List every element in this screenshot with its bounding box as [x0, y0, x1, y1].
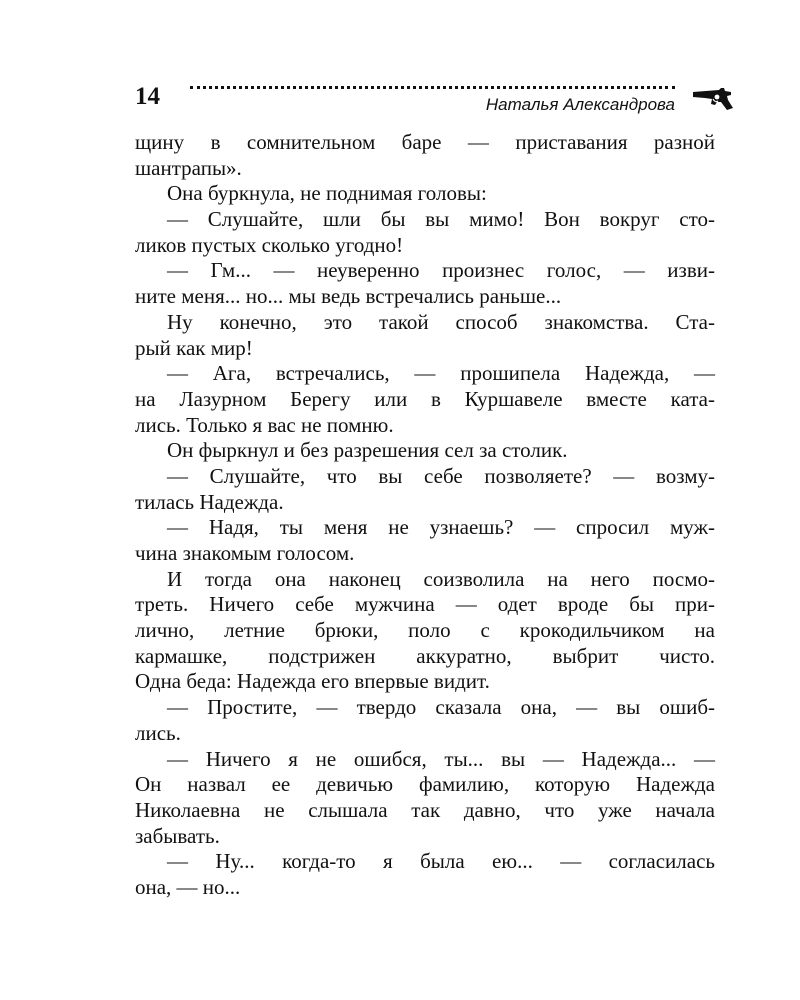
text-line: ликов пустых сколько угодно! — [135, 232, 404, 257]
text-line: лись. Только я вас не помню. — [135, 412, 394, 437]
text-line: Николаевна не слышала так давно, что уже начала — [135, 797, 715, 822]
text-line: — Ага, встречались, — прошипела Надежда, — — [167, 361, 715, 386]
text-line: она, — но... — [135, 874, 241, 899]
revolver-icon — [691, 86, 735, 112]
text-line: Она буркнула, не поднимая головы: — [167, 181, 487, 206]
text-line: кармашке, подстрижен аккуратно, выбрит чисто. — [135, 643, 715, 668]
text-line: шантрапы». — [135, 155, 242, 180]
text-line: — Простите, — твердо сказала она, — вы ошиб- — [167, 695, 715, 720]
text-line: треть. Ничего себе мужчина — одет вроде бы при- — [135, 592, 715, 617]
text-line: лись. — [135, 720, 181, 745]
text-line: — Надя, ты меня не узнаешь? — спросил муж- — [167, 515, 715, 540]
running-header — [135, 78, 735, 118]
author-name: Наталья Александрова — [485, 95, 675, 114]
text-line: Он назвал ее девичью фамилию, которую Надежда — [135, 772, 715, 797]
text-line: на Лазурном Берегу или в Куршавеле вместе ката- — [135, 386, 715, 411]
text-line: — Слушайте, шли бы вы мимо! Вон вокруг сто- — [167, 207, 715, 232]
text-line: тилась Надежда. — [135, 489, 284, 514]
text-line: щину в сомнительном баре — приставания разной — [135, 130, 715, 154]
text-line: забывать. — [135, 823, 220, 848]
text-line: рый как мир! — [135, 335, 253, 360]
text-line: Одна беда: Надежда его впервые видит. — [135, 669, 490, 694]
body-text — [135, 130, 715, 901]
text-line: чина знакомым голосом. — [135, 541, 355, 565]
text-line: ните меня... но... мы ведь встречались раньше... — [135, 284, 562, 309]
text-line: — Гм... — неуверенно произнес голос, — изви- — [167, 258, 715, 283]
text-line: — Ну... когда-то я была ею... — согласилась — [167, 849, 715, 874]
text-line: Ну конечно, это такой способ знакомства. Ста- — [167, 309, 715, 334]
text-line: И тогда она наконец соизволила на него посмо- — [167, 566, 715, 591]
text-line: — Слушайте, что вы себе позволяете? — возму- — [167, 463, 715, 488]
dotted-rule — [190, 86, 675, 89]
page-number: 14 — [135, 83, 160, 110]
text-line: Он фыркнул и без разрешения сел за столик. — [167, 438, 568, 463]
text-line: — Ничего я не ошибся, ты... вы — Надежда... — — [167, 746, 715, 771]
text-line: лично, летние брюки, поло с крокодильчиком на — [135, 618, 715, 643]
